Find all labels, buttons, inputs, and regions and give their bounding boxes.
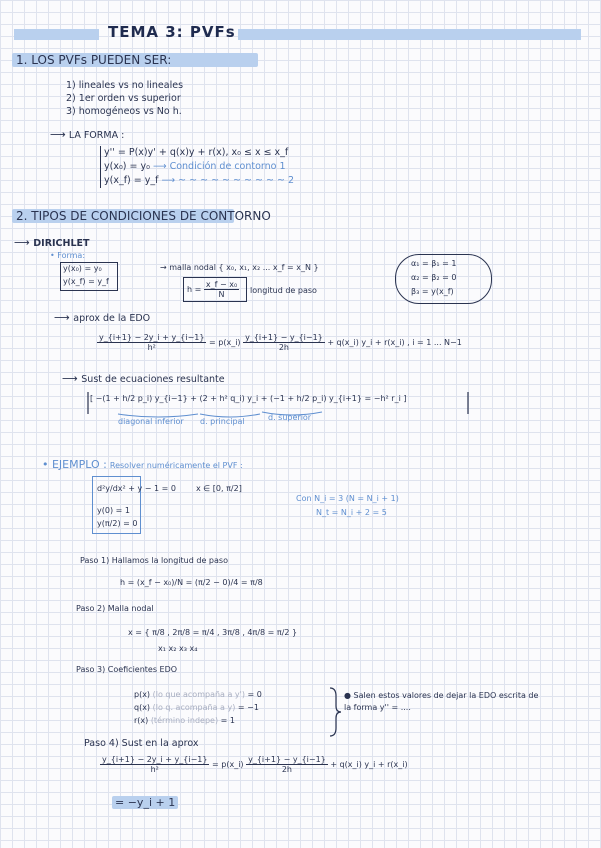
diag-superior-label: d. superior bbox=[268, 413, 312, 422]
tridiag-system: [ −(1 + h/2 p_i) y_{i−1} + (2 + h² q_i) y_i + (−1 + h/2 p_i) y_{i+1} = −h² r_i ] bbox=[90, 394, 407, 403]
sust-label: Sust de ecuaciones resultante bbox=[81, 374, 225, 385]
p3-q-value: = −1 bbox=[237, 703, 259, 712]
bc-2-note: 2 bbox=[287, 175, 294, 186]
edo-left-den: h² bbox=[147, 343, 156, 352]
bc-2-lhs: y(x_f) = y_f bbox=[104, 175, 159, 186]
example-domain: x ∈ [0, π/2] bbox=[196, 484, 242, 493]
p4-left-den: h² bbox=[150, 765, 159, 774]
example-edo: d²y/dx² + y − 1 = 0 bbox=[97, 484, 177, 493]
forma-label: LA FORMA : bbox=[68, 130, 125, 141]
p3-r-value: = 1 bbox=[220, 716, 235, 725]
p3-r-label: r(x) bbox=[134, 716, 149, 725]
paso-4: Paso 4) Sust en la aprox bbox=[84, 738, 199, 749]
dirichlet-label: DIRICHLET bbox=[33, 238, 90, 249]
diag-underlines bbox=[118, 412, 322, 417]
p3-p-label: p(x) bbox=[134, 690, 151, 699]
arrow-right-icon: ⟶ bbox=[50, 128, 66, 141]
type-item-1: 1) lineales vs no lineales bbox=[66, 80, 184, 91]
diag-principal-label: d. principal bbox=[200, 417, 245, 426]
p4-right-num: y_{i+1} − y_{i−1} bbox=[248, 755, 326, 764]
cloud-line-3: β₃ = y(x_f) bbox=[411, 287, 454, 296]
p3-p-note: (lo que acompaña a y') bbox=[152, 690, 245, 699]
paso-1-eq: h = (x_f − x₀)/N = (π/2 − 0)/4 = π/8 bbox=[120, 578, 263, 587]
aprox-label: aprox de la EDO bbox=[73, 313, 151, 324]
edo-left-num: y_{i+1} − 2y_i + y_{i−1} bbox=[99, 333, 205, 342]
ejemplo-heading: • EJEMPLO : bbox=[42, 458, 107, 471]
type-item-3: 3) homogéneos vs No h. bbox=[66, 106, 182, 117]
pvf-general-eq: y'' = P(x)y' + q(x)y + r(x), x₀ ≤ x ≤ x_f bbox=[104, 147, 289, 158]
arrow-right-icon: ⟶ bbox=[54, 311, 74, 324]
page-title: TEMA 3: PVFs bbox=[108, 23, 236, 41]
arrow-right-icon: ⟶ bbox=[62, 372, 82, 385]
system-brackets bbox=[88, 392, 468, 414]
arrow-right-icon: ⟶ ~ ~ ~ ~ ~ ~ ~ ~ ~ ~ bbox=[161, 175, 288, 186]
paso-2-subscripts: x₁ x₂ x₃ x₄ bbox=[158, 644, 198, 653]
h-note: longitud de paso bbox=[250, 286, 317, 295]
dirichlet-bc-2: y(x_f) = y_f bbox=[63, 277, 109, 286]
ejemplo-desc: Resolver numéricamente el PVF : bbox=[109, 461, 243, 470]
p3-p-value: = 0 bbox=[247, 690, 262, 699]
type-item-2: 2) 1er orden vs superior bbox=[66, 93, 181, 104]
p4-left-num: y_{i+1} − 2y_i + y_{i−1} bbox=[102, 755, 208, 764]
diag-inferior-label: diagonal inferior bbox=[118, 417, 184, 426]
arrow-right-icon: ⟶ bbox=[152, 161, 170, 172]
p4-rest: + q(x_i) y_i + r(x_i) bbox=[330, 760, 408, 769]
example-con-1: Con N_i = 3 (N = N_i + 1) bbox=[296, 494, 399, 503]
paso-2-eq: x = { π/8 , 2π/8 = π/4 , 3π/8 , 4π/8 = π/2 } bbox=[128, 628, 298, 637]
example-bc-1: y(0) = 1 bbox=[97, 506, 130, 515]
result-highlight: = −y_i + 1 bbox=[112, 796, 178, 809]
p4-right-den: 2h bbox=[281, 765, 293, 774]
example-con-2: N_t = N_i + 2 = 5 bbox=[316, 508, 387, 517]
section-1-heading: 1. LOS PVFs PUEDEN SER: bbox=[12, 53, 258, 67]
edo-rest: + q(x_i) y_i + r(x_i) , i = 1 ... N−1 bbox=[327, 338, 462, 347]
p3-r-note: (término indepe) bbox=[150, 716, 219, 725]
paso-1: Paso 1) Hallamos la longitud de paso bbox=[80, 556, 228, 565]
p3-q-note: (lo q. acompaña a y) bbox=[152, 703, 236, 712]
bc-1-lhs: y(x₀) = y₀ bbox=[104, 161, 150, 172]
paso-3: Paso 3) Coeficientes EDO bbox=[76, 665, 178, 674]
h-lhs: h = bbox=[187, 285, 202, 294]
cloud-line-1: α₁ = β₁ = 1 bbox=[411, 259, 457, 268]
edo-right-den: 2h bbox=[278, 343, 290, 352]
p4-mid: = p(x_i) bbox=[212, 760, 244, 769]
edo-right-num: y_{i+1} − y_{i−1} bbox=[245, 333, 323, 342]
bc-1-note: Condición de contorno 1 bbox=[169, 161, 286, 172]
cloud-line-2: α₂ = β₂ = 0 bbox=[411, 273, 457, 282]
section-2-heading: 2. TIPOS DE CONDICIONES DE CONTORNO bbox=[12, 209, 234, 223]
h-numerator: x_f − x₀ bbox=[205, 280, 238, 289]
arrow-right-icon: ⟶ bbox=[14, 236, 34, 249]
dirichlet-bc-1: y(x₀) = y₀ bbox=[63, 264, 102, 273]
coef-brace bbox=[330, 688, 341, 736]
p3-q-label: q(x) bbox=[134, 703, 151, 712]
forma-bullet: • Forma: bbox=[50, 251, 86, 260]
p3-side-note: ● Salen estos valores de dejar la EDO escrita de la forma y'' = .... bbox=[344, 691, 539, 712]
edo-mid: = p(x_i) bbox=[209, 338, 241, 347]
example-bc-2: y(π/2) = 0 bbox=[97, 519, 138, 528]
h-denominator: N bbox=[218, 290, 225, 299]
malla-nodal: → malla nodal { x₀, x₁, x₂ ... x_f = x_N } bbox=[160, 263, 319, 272]
paso-2: Paso 2) Malla nodal bbox=[76, 604, 154, 613]
